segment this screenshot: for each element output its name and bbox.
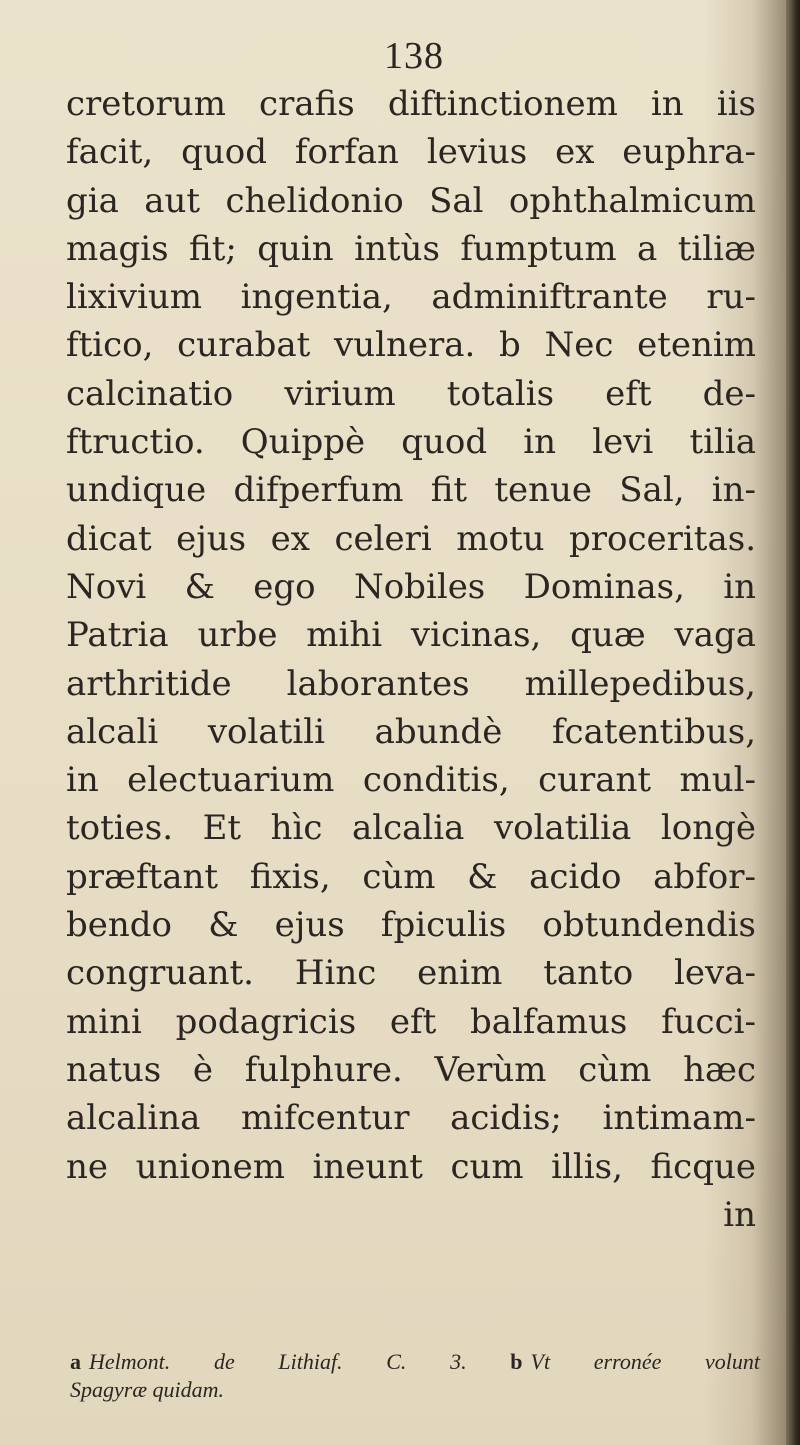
text-line: natus è fulphure. Verùm cùm hæc — [66, 1049, 756, 1090]
text-line: arthritide laborantes millepedibus, — [66, 663, 756, 704]
text-line: ftico, curabat vulnera. b Nec etenim — [66, 325, 756, 366]
page-spine-shadow — [786, 0, 800, 1445]
text-line: magis fit; quin intùs fumptum a tiliæ — [66, 228, 756, 269]
text-line: præftant fixis, cùm & acido abfor- — [66, 856, 756, 897]
footnote-marker-a: a — [70, 1349, 81, 1374]
footnote-a-text: Helmont. de Lithiaf. C. 3. — [89, 1349, 467, 1374]
text-line: gia aut chelidonio Sal ophthalmicum — [66, 180, 756, 221]
footnote-marker-b: b — [510, 1349, 523, 1374]
footnote-b-text: Vt erronée volunt — [530, 1349, 761, 1374]
text-line: undique difperfum fit tenue Sal, in- — [66, 470, 756, 511]
footnotes — [70, 1348, 760, 1404]
text-line: dicat ejus ex celeri motu proceritas. — [66, 518, 756, 559]
text-line: cretorum crafis diftinctionem in iis — [66, 84, 756, 124]
text-line: Patria urbe mihi vicinas, quæ vaga — [66, 615, 756, 656]
footnote-line — [70, 1348, 760, 1376]
catchword: in — [723, 1194, 756, 1235]
text-line: in electuarium conditis, curant mul- — [66, 760, 756, 801]
footnote-line-continuation: Spagyræ quidam. — [70, 1377, 224, 1402]
text-line: calcinatio virium totalis eft de- — [66, 373, 756, 414]
text-line: facit, quod forfan levius ex euphra- — [66, 132, 756, 173]
text-line: alcalina mifcentur acidis; intimam- — [66, 1098, 756, 1139]
text-line: ftructio. Quippè quod in levi tilia — [66, 422, 756, 463]
page-number: 138 — [384, 35, 444, 77]
text-line: Novi & ego Nobiles Dominas, in — [66, 566, 756, 607]
body-text — [66, 80, 756, 1239]
text-line: congruant. Hinc enim tanto leva- — [66, 953, 756, 994]
text-line: alcali volatili abundè fcatentibus, — [66, 711, 756, 752]
text-line: bendo & ejus fpiculis obtundendis — [66, 905, 756, 946]
text-line: mini podagricis eft balfamus fucci- — [66, 1001, 756, 1042]
text-line: toties. Et hìc alcalia volatilia longè — [66, 808, 756, 849]
text-line: ne unionem ineunt cum illis, ficque — [66, 1146, 756, 1187]
text-line: lixivium ingentia, adminiftrante ru- — [66, 277, 756, 318]
